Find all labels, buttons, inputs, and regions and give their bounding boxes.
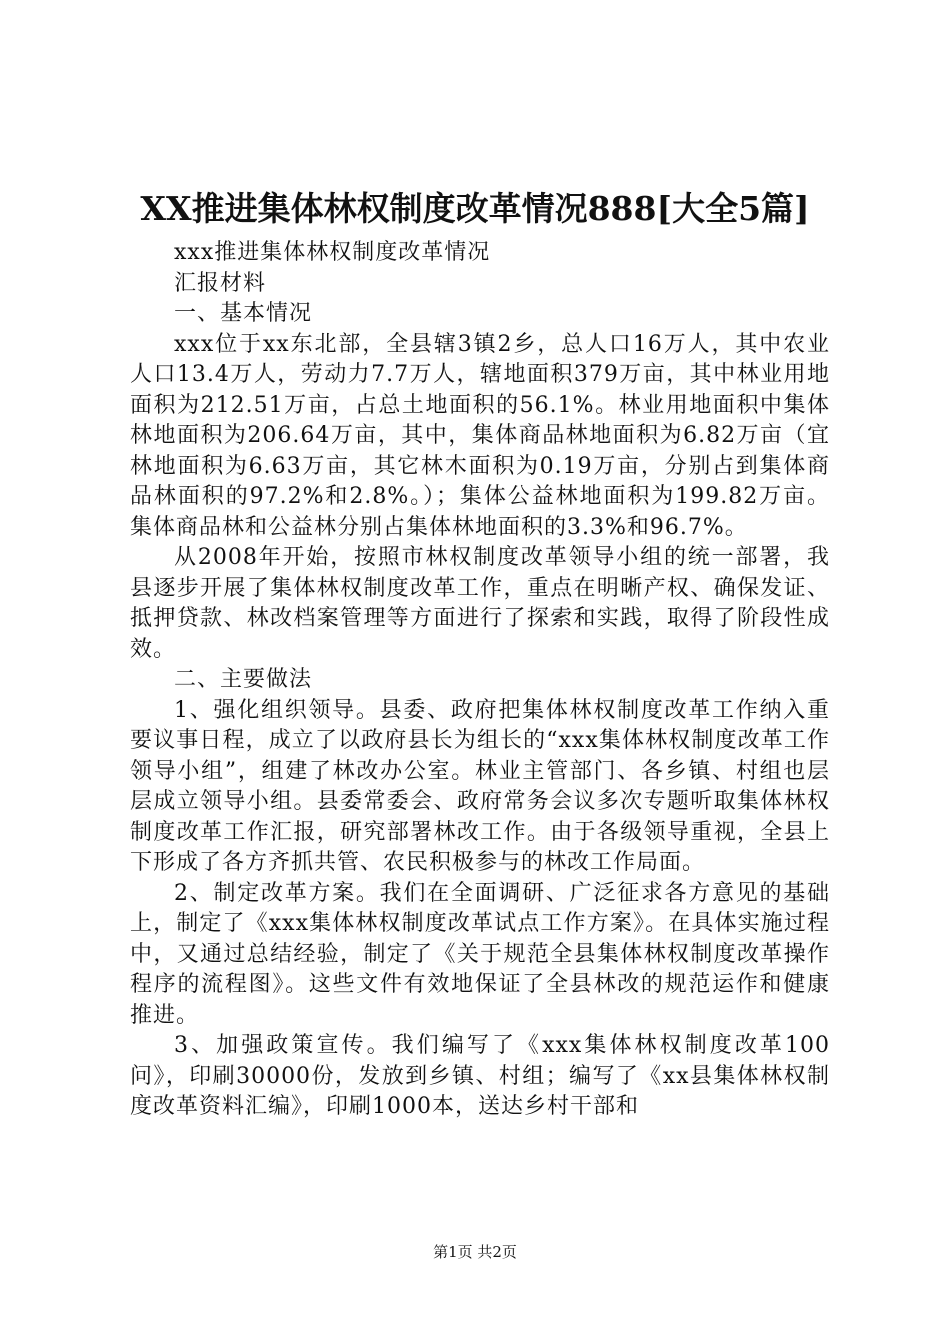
paragraph-item-2: 2、制定改革方案。我们在全面调研、广泛征求各方意见的基础上，制定了《xxx集体林权制度改革试点工作方案》。在具体实施过程中，又通过总结经验，制定了《关于规范全县集体林权制度改革操作程序的流程图》。这些文件有效地保证了全县林改的规范运作和健康推进。 xyxy=(130,880,830,1028)
paragraph-since-2008: 从2008年开始，按照市林权制度改革领导小组的统一部署，我县逐步开展了集体林权制度改革工作，重点在明晰产权、确保发证、抵押贷款、林改档案管理等方面进行了探索和实践，取得了阶段性成效。 xyxy=(130,545,830,662)
paragraph-item-3: 3、加强政策宣传。我们编写了《xxx集体林权制度改革100问》，印刷30000份，发放到乡镇、村组；编写了《xx县集体林权制度改革资料汇编》，印刷1000本，送达乡村干部和 xyxy=(130,1033,830,1119)
page-footer: 第1页 共2页 xyxy=(433,1243,517,1261)
paragraph-basic-info: xxx位于xx东北部，全县辖3镇2乡，总人口16万人，其中农业人口13.4万人，劳动力7.7万人，辖地面积379万亩，其中林业用地面积为212.51万亩，占总土地面积的56.1%。林业用地面积中集体林地面积为206.64万亩，其中，集体商品林地面积为6.82万亩（宜林地面积为6.63万亩，其它林木面积为0.19万亩，分别占到集体商品林面积的97.2%和2.8%。）；集体公益林地面积为199.82万亩。集体商品林和公益林分别占集体林地面积的3.3%和96.7%。 xyxy=(130,331,830,540)
paragraph-item-1: 1、强化组织领导。县委、政府把集体林权制度改革工作纳入重要议事日程，成立了以政府县长为组长的“xxx集体林权制度改革工作领导小组”，组建了林改办公室。林业主管部门、各乡镇、村组也层层成立领导小组。县委常委会、政府常务会议多次专题听取集体林权制度改革工作汇报，研究部署林改工作。由于各级领导重视，全县上下形成了各方齐抓共管、农民积极参与的林改工作局面。 xyxy=(130,697,830,875)
subtitle-line-2: 汇报材料 xyxy=(174,270,267,296)
section-heading-methods: 二、主要做法 xyxy=(174,667,313,692)
subtitle-line: xxx推进集体林权制度改革情况 xyxy=(174,240,491,265)
document-body xyxy=(130,238,830,1123)
section-heading-basic: 一、基本情况 xyxy=(174,301,313,326)
document-title: XX推进集体林权制度改革情况888[大全5篇] xyxy=(140,189,810,228)
